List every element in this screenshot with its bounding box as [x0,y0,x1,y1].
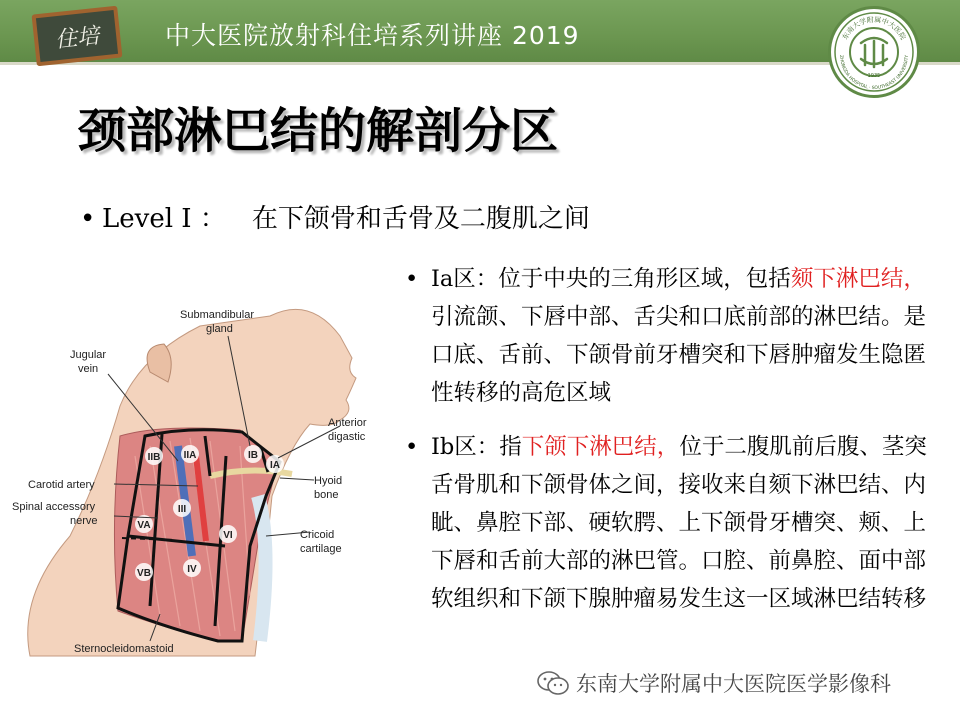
chalkboard-logo: 住培 [32,6,123,67]
label-hyoid: Hyoid [314,475,343,487]
seal-emblem-icon [861,38,887,67]
zone-iii-label: III [177,504,187,515]
label-nerve: nerve [70,515,98,527]
watermark-text: 东南大学附属中大医院医学影像科 [576,672,891,696]
label-carotid-artery: Carotid artery [28,479,95,491]
wechat-icon [536,670,570,696]
zone-iv-label: IV [187,564,197,575]
neck-anatomy-figure [10,296,400,668]
hospital-seal-logo [828,6,920,98]
seal-year: 1935 [867,73,881,79]
zone-vi-label: VI [223,530,233,541]
label-vein: vein [78,363,99,375]
level-bullet: • [80,204,96,234]
label-sternocleidomastoid: Sternocleidomastoid [74,643,174,655]
bullet-ib-highlight: 下颌下淋巴结， [521,434,680,460]
bullet-dot: • [405,434,419,460]
label-digastic: digastic [328,431,366,443]
zone-ib-label: IB [248,450,258,461]
label-bone: bone [314,489,339,501]
watermark [536,666,891,700]
zone-iia-label: IIA [183,450,197,461]
header-title: 中大医院放射科住培系列讲座 2019 [165,21,580,50]
bullet-ia-prefix: Ⅰa区：位于中央的三角形区域，包括 [431,266,791,292]
label-cricoid: Cricoid [300,529,335,541]
label-jugular: Jugular [70,349,107,361]
level-line [80,198,590,235]
bullet-ib [405,428,945,618]
label-anterior: Anterior [328,417,367,429]
level-label: Level I ： [102,204,226,234]
bullet-ib-prefix: Ⅰb区：指 [431,434,522,460]
bullet-ia-suffix: 引流颌、下唇中部、舌尖和口底前部的淋巴结。是口底、舌前、下颌骨前牙槽突和下唇肿瘤发生隐匿性转移的高危区域 [431,304,927,406]
seal-text-top: 东南大学附属中大医院 [840,15,908,42]
zone-iib-label: IIB [147,452,161,463]
label-spinal-accessory: Spinal accessory [12,501,96,513]
label-gland: gland [206,323,233,335]
level-text: 在下颌骨和舌骨及二腹肌之间 [251,204,590,234]
zone-ia-label: IA [270,460,280,471]
bullet-ia-highlight: 颏下淋巴结， [790,266,926,292]
zone-vb-label: VB [137,568,151,579]
seal-text-bottom: ZHONGDA HOSPITAL · SOUTHEAST UNIVERSITY [837,54,911,92]
bullet-ib-suffix: 位于二腹肌前后腹、茎突舌骨肌和下颌骨体之间，接收来自颏下淋巴结、内眦、鼻腔下部、硬软腭、上下颌骨牙槽突、颊、上下唇和舌前大部的淋巴管。口腔、前鼻腔、面中部软组织和下颌下腺肿瘤易发生这一区域淋巴结转移 [431,434,927,612]
label-cartilage: cartilage [300,543,342,555]
bullet-dot: • [405,266,419,292]
label-submandibular: Submandibular [180,309,254,321]
slide-title: 颈部淋巴结的解剖分区 [78,103,559,159]
bullet-ia [405,260,945,412]
zone-va-label: VA [137,520,151,531]
header-rule [0,62,960,65]
